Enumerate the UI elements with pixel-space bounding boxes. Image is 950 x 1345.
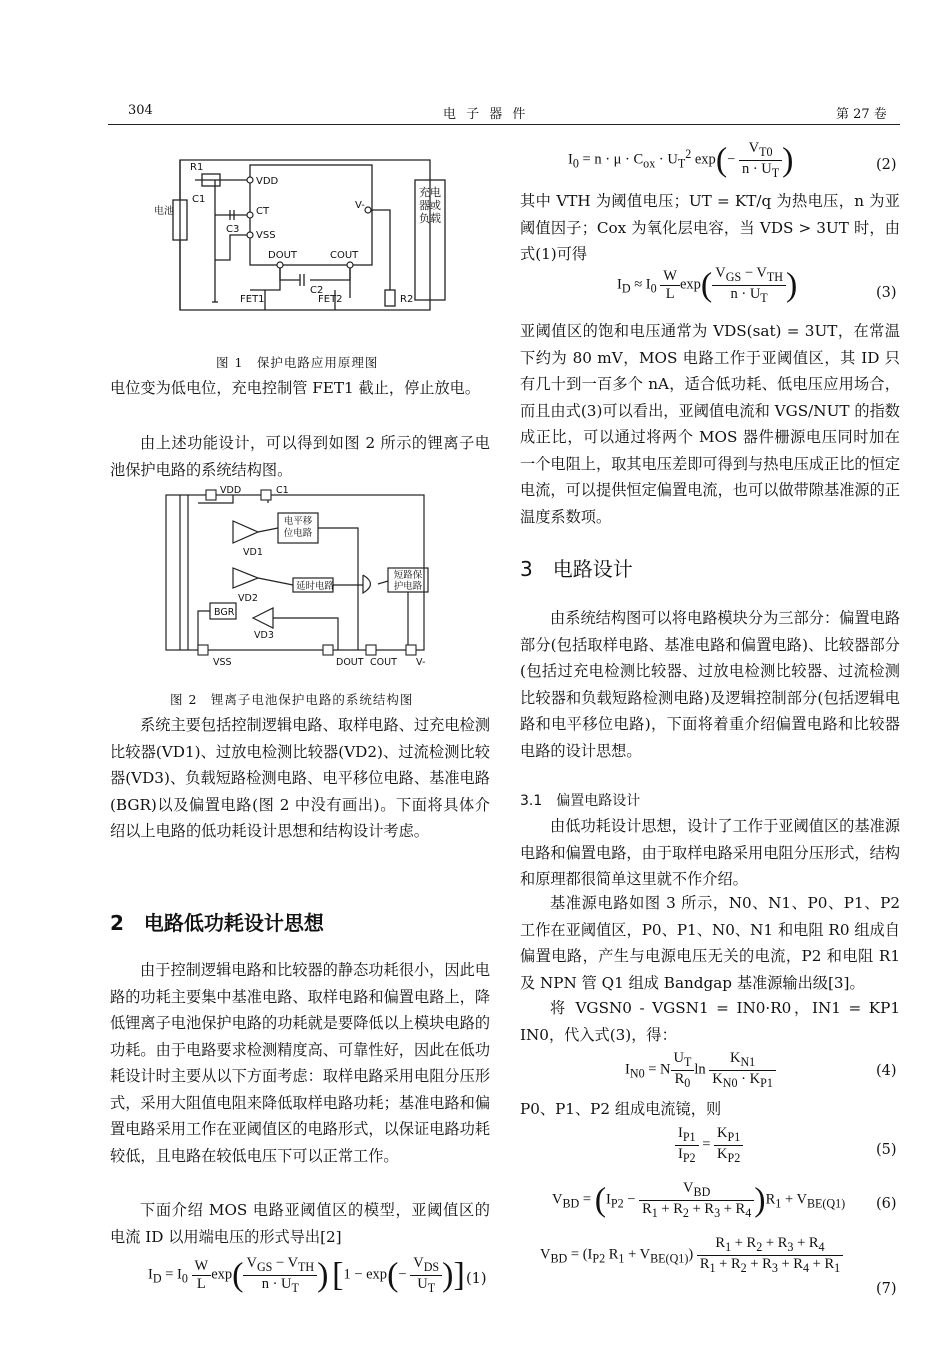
right-paragraph-4: 由低功耗设计思想，设计了工作于亚阈值区的基准源电路和偏置电路，由于取样电路采用电阻分压形式，结构和原理都很简单这里就不作介绍。 — [520, 817, 900, 888]
right-paragraph-1: 其中 VTH 为阈值电压；UT = KT/q 为热电压，n 为亚阈值因子；Cox 为氧化层电容，当 VDS > 3UT 时，由式(1)可得 — [520, 192, 900, 263]
equation-7: $V_{BD} = (I_{P2}$ $R_1 + V_{BE(Q1)}$) $\frac{R_1 + R_2 + R_3 + R_4}{R_1 + R_2 + R_3 + R_4 + R_1}$ — [540, 1235, 843, 1276]
fig1-load: 充电器或负载 — [419, 186, 441, 225]
fig2-vdd: VDD — [220, 485, 242, 496]
fig1-r1: R1 — [190, 162, 204, 173]
fig2-c1: C1 — [276, 485, 289, 496]
journal-title: 电 子 器 件 — [443, 107, 529, 122]
fig2-delay: 延时电路 — [296, 581, 335, 592]
right-paragraph-5: 基准源电路如图 3 所示，N0、N1、P0、P1、P2 工作在亚阈值区，P0、P1、N0、N1 和电阻 R0 组成自偏置电路，产生与电源电压无关的电流，P2 和电阻 R1 及 NPN 管 Q1 组成 Bandgap 基准源输出级[3]。 — [520, 894, 900, 992]
figure-1 — [150, 140, 450, 340]
fig1-battery: 电池 — [154, 206, 174, 217]
fig2-cout: COUT — [370, 657, 397, 668]
fig1-dout: DOUT — [268, 250, 297, 261]
right-paragraph-3: 由系统结构图可以将电路模块分为三部分：偏置电路部分(包括取样电路、基准电路和偏置电路)、比较器部分(包括过充电检测比较器、过放电检测比较器、过流检测比较器和负载短路检测电路)及逻辑控制部分(包括逻辑电路和电平移位电路)，下面将着重介绍偏置电路和比较器电路的设计思想。 — [520, 609, 900, 760]
section-3-1-title: 3.1 偏置电路设计 — [520, 793, 641, 809]
equation-3-number: (3) — [876, 285, 897, 301]
fig2-dout: DOUT — [336, 657, 364, 668]
fig1-fet1: FET1 — [240, 294, 265, 305]
equation-3: $I_D \approx I_0$ $\frac{W}{L}$ exp( $\frac{V_{GS} - V_{TH}}{n \cdot U_T}$ ) — [617, 265, 798, 305]
equation-6-number: (6) — [876, 1196, 897, 1212]
equation-1-number: (1) — [466, 1271, 487, 1287]
fig2-level-shift: 电平移位电路 — [283, 516, 313, 539]
left-paragraph-5: 下面介绍 MOS 电路亚阈值区的模型，亚阈值区的电流 ID 以用端电压的形式导出[2] — [110, 1201, 490, 1246]
fig1-ct: CT — [256, 206, 270, 217]
equation-2: $I_0 = n \cdot \mu \cdot C_{ox} \cdot U_T^2$ exp(− $\frac{V_{T0}}{n \cdot U_T}$ ) — [568, 140, 794, 180]
fig2-vd3: VD3 — [254, 630, 274, 641]
fig2-vss: VSS — [213, 657, 232, 668]
figure-2-caption: 图 2 锂离子电池保护电路的系统结构图 — [170, 692, 414, 707]
fig1-fet2: FET2 — [318, 294, 343, 305]
equation-7-number: (7) — [876, 1281, 897, 1297]
right-paragraph-7: P0、P1、P2 组成电流镜，则 — [520, 1100, 722, 1118]
left-paragraph-4: 由于控制逻辑电路和比较器的静态功耗很小，因此电路的功耗主要集中基准电路、取样电路和偏置电路上，降低锂离子电池保护电路的功耗就是要降低以上模块电路的功耗。由于电路要求检测精度高、可靠性好，因此在低功耗设计时主要从以下方面考虑：取样电路采用电阻分压形式，采用大阻值电阻来降低取样电路功耗；基准电路和偏置电路采用工作在亚阈值区的电路形式，以保证电路功耗较低，且电路在较低电压下可以正常工作。 — [110, 961, 490, 1165]
equation-4-number: (4) — [876, 1063, 897, 1079]
right-paragraph-6: 将 VGSN0 - VGSN1 = IN0·R0，IN1 = KP1 IN0，代入式(3)，得： — [520, 999, 900, 1044]
figure-1-caption: 图 1 保护电路应用原理图 — [216, 355, 379, 370]
left-paragraph-1: 电位变为低电位，充电控制管 FET1 截止，停止放电。 — [110, 379, 481, 397]
equation-5-number: (5) — [876, 1142, 897, 1158]
fig1-c3: C3 — [226, 224, 240, 235]
fig2-short-protect: 短路保护电路 — [393, 570, 423, 592]
equation-2-number: (2) — [876, 157, 897, 173]
fig2-vd1: VD1 — [243, 547, 263, 558]
volume-label: 第 27 卷 — [836, 107, 887, 122]
right-paragraph-2: 亚阈值区的饱和电压通常为 VDS(sat) = 3UT，在常温下约为 80 mV，MOS 电路工作于亚阈值区，其 ID 只有几十到一百多个 nA，适合低功耗、低电压应用场合，而且由式(3)可以看出，亚阈值电流和 VGS/NUT 的指数成正比，可以通过将两个 MOS 器件栅源电压同时加在一个电阻上，取其电压差即可得到与热电压成正比的恒定电流，可以提供恒定偏置电流，也可以做带隙基准源的正温度系数项。 — [520, 322, 900, 526]
section-2-title: 2 电路低功耗设计思想 — [110, 911, 324, 935]
fig2-bgr: BGR — [214, 607, 235, 618]
figure-1-labels — [154, 162, 413, 305]
fig1-r2: R2 — [400, 294, 414, 305]
left-paragraph-2: 由上述功能设计，可以得到如图 2 所示的锂离子电池保护电路的系统结构图。 — [110, 434, 490, 479]
equation-5: $\frac{I_{P1}}{I_{P2}}$ = $\frac{K_{P1}}{K_{P2}}$ — [675, 1125, 743, 1166]
equation-4: $I_{N0} = N$ $\frac{U_T}{R_0}$ ln $\frac{K_{N1}}{K_{N0} \cdot K_{P1}}$ — [625, 1050, 776, 1091]
equation-1: $I_D = I_0$ $\frac{W}{L}$ exp( $\frac{V_{GS} - V_{TH}}{n \cdot U_T}$ ) [1 − exp(− $\frac{V_{DS}}{U_T}$ )] — [148, 1255, 465, 1295]
fig1-vss: VSS — [256, 230, 276, 241]
fig1-vdd: VDD — [256, 176, 279, 187]
figure-1-circuit — [150, 140, 450, 340]
equation-6: $V_{BD} = (I_{P2}$ − $\frac{V_{BD}}{R_1 + R_2 + R_3 + R_4}$ )$R_1 + V_{BE(Q1)}$ — [552, 1180, 846, 1220]
fig1-c2: C2 — [310, 285, 324, 296]
figure-2 — [158, 483, 440, 673]
fig1-c1: C1 — [192, 194, 206, 205]
fig1-cout: COUT — [330, 250, 359, 261]
header-rule — [108, 124, 900, 125]
fig1-vminus: V- — [355, 200, 365, 211]
page-number: 304 — [128, 103, 153, 118]
fig2-vd2: VD2 — [238, 593, 258, 604]
left-paragraph-3: 系统主要包括控制逻辑电路、取样电路、过充电检测比较器(VD1)、过放电检测比较器(VD2)、过流检测比较器(VD3)、负载短路检测电路、电平移位电路、基准电路(BGR)以及偏置电路(图 2 中没有画出)。下面将具体介绍以上电路的低功耗设计思想和结构设计考虑。 — [110, 716, 490, 840]
section-3-title: 3 电路设计 — [520, 557, 633, 581]
fig2-vminus: V- — [416, 657, 426, 668]
